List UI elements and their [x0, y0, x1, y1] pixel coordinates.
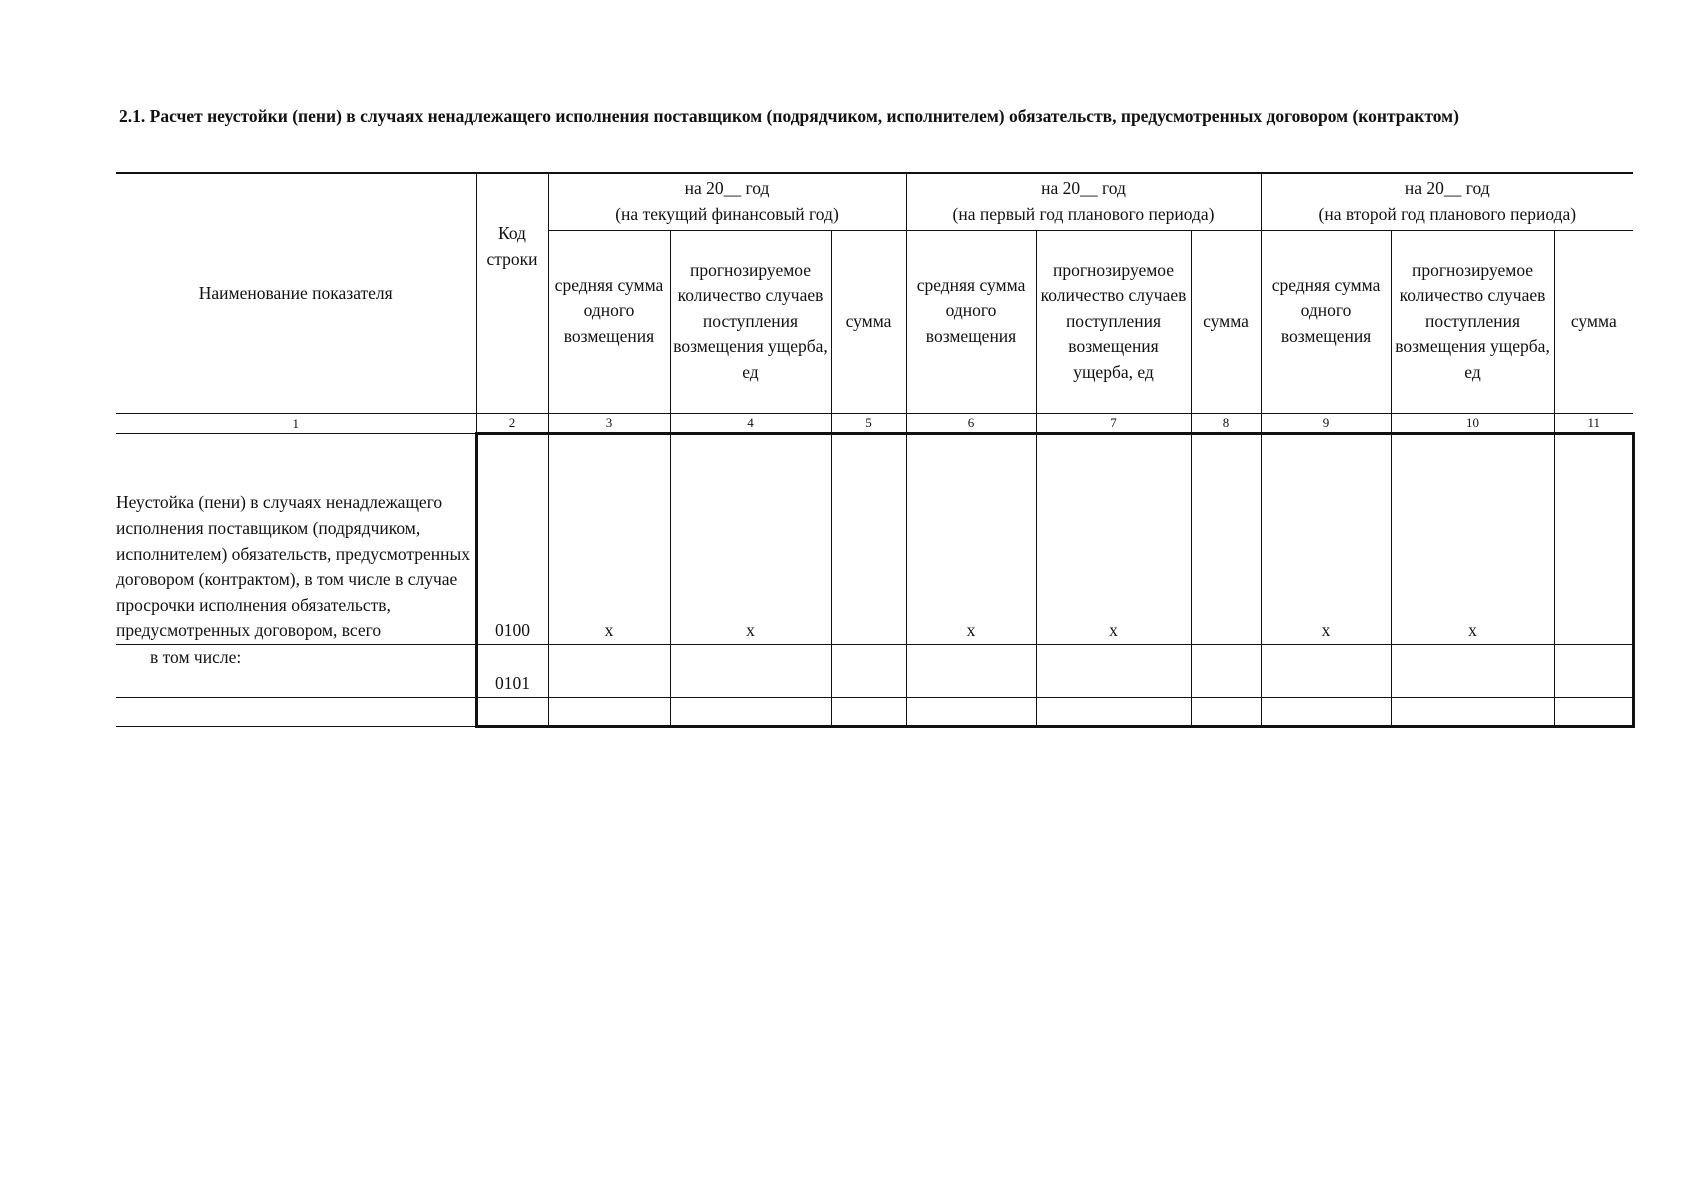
col-number-10: 10 — [1391, 414, 1554, 434]
period-first-plan-year: на 20__ год — [1041, 178, 1126, 199]
header-period-current — [548, 173, 906, 231]
header-sum-1: сумма — [831, 231, 906, 414]
header-period-second-plan — [1261, 173, 1633, 231]
col-number-7: 7 — [1036, 414, 1191, 434]
header-row-code-text: Код строки — [486, 222, 538, 269]
header-avg-sum-1: средняя сумма одного возмещения — [548, 231, 670, 414]
row-empty-col6 — [906, 698, 1036, 727]
col-number-6: 6 — [906, 414, 1036, 434]
col-number-2: 2 — [476, 414, 548, 434]
row-0100-col11 — [1554, 434, 1633, 645]
period-second-plan-year: на 20__ год — [1404, 178, 1490, 199]
header-row-code — [476, 173, 548, 414]
row-0100-col8 — [1191, 434, 1261, 645]
row-0100-col4: x — [670, 434, 831, 645]
row-0100-col5 — [831, 434, 906, 645]
row-empty-col4 — [670, 698, 831, 727]
header-indicator-name-text: Наименование показателя — [198, 282, 393, 303]
row-0101-col3 — [548, 645, 670, 698]
col-number-9: 9 — [1261, 414, 1391, 434]
col-number-4: 4 — [670, 414, 831, 434]
row-empty-col9 — [1261, 698, 1391, 727]
row-0101-col11 — [1554, 645, 1633, 698]
penalty-calculation-table — [116, 172, 1635, 728]
col-number-3: 3 — [548, 414, 670, 434]
row-empty-col10 — [1391, 698, 1554, 727]
header-row-periods — [116, 173, 1633, 231]
row-0101-code: 0101 — [476, 645, 548, 698]
row-empty-col3 — [548, 698, 670, 727]
header-forecast-count-2: прогнозируемое количество случаев поступления возмещения ущерба, ед — [1036, 231, 1191, 414]
table-row-0100 — [116, 434, 1633, 645]
row-empty-col8 — [1191, 698, 1261, 727]
row-0101-col4 — [670, 645, 831, 698]
period-current-label: (на текущий финансовый год) — [615, 204, 839, 224]
row-0101-col9 — [1261, 645, 1391, 698]
header-sum-3: сумма — [1554, 231, 1633, 414]
row-0101-col5 — [831, 645, 906, 698]
col-number-11: 11 — [1554, 414, 1633, 434]
table-row-0101 — [116, 645, 1633, 698]
row-empty-col11 — [1554, 698, 1633, 727]
row-0100-code: 0100 — [476, 434, 548, 645]
period-second-plan-label: (на второй год планового периода) — [1318, 204, 1577, 224]
col-number-1: 1 — [116, 414, 476, 434]
row-empty-col5 — [831, 698, 906, 727]
header-avg-sum-3: средняя сумма одного возмещения — [1261, 231, 1391, 414]
row-0101-col7 — [1036, 645, 1191, 698]
col-number-5: 5 — [831, 414, 906, 434]
header-indicator-name — [116, 173, 476, 414]
row-0100-col6: x — [906, 434, 1036, 645]
row-0101-col6 — [906, 645, 1036, 698]
row-empty-col7 — [1036, 698, 1191, 727]
row-0100-col7: x — [1036, 434, 1191, 645]
row-empty-code — [476, 698, 548, 727]
column-number-row — [116, 414, 1633, 434]
row-0100-indicator: Неустойка (пени) в случаях ненадлежащего исполнения поставщиком (подрядчиком, исполнителем) обязательств, предусмотренных договором (контрактом), в том числе в случае просрочки исполнения обязательств, предусмотренных договором, всего — [116, 434, 476, 645]
header-forecast-count-1: прогнозируемое количество случаев поступления возмещения ущерба, ед — [670, 231, 831, 414]
period-first-plan-label: (на первый год планового периода) — [952, 204, 1215, 224]
row-0100-col10: x — [1391, 434, 1554, 645]
row-0101-col8 — [1191, 645, 1261, 698]
row-0101-indicator: в том числе: — [116, 645, 476, 698]
col-number-8: 8 — [1191, 414, 1261, 434]
header-sum-2: сумма — [1191, 231, 1261, 414]
row-empty-indicator — [116, 698, 476, 727]
row-0100-col3: x — [548, 434, 670, 645]
header-forecast-count-3: прогнозируемое количество случаев поступления возмещения ущерба, ед — [1391, 231, 1554, 414]
row-0100-col9: x — [1261, 434, 1391, 645]
header-period-first-plan — [906, 173, 1261, 231]
table-row-empty — [116, 698, 1633, 727]
section-title: 2.1. Расчет неустойки (пени) в случаях ненадлежащего исполнения поставщиком (подрядчиком, исполнителем) обязательств, предусмотренных договором (контрактом) — [119, 106, 1459, 126]
period-current-year: на 20__ год — [684, 178, 770, 199]
header-avg-sum-2: средняя сумма одного возмещения — [906, 231, 1036, 414]
row-0101-col10 — [1391, 645, 1554, 698]
